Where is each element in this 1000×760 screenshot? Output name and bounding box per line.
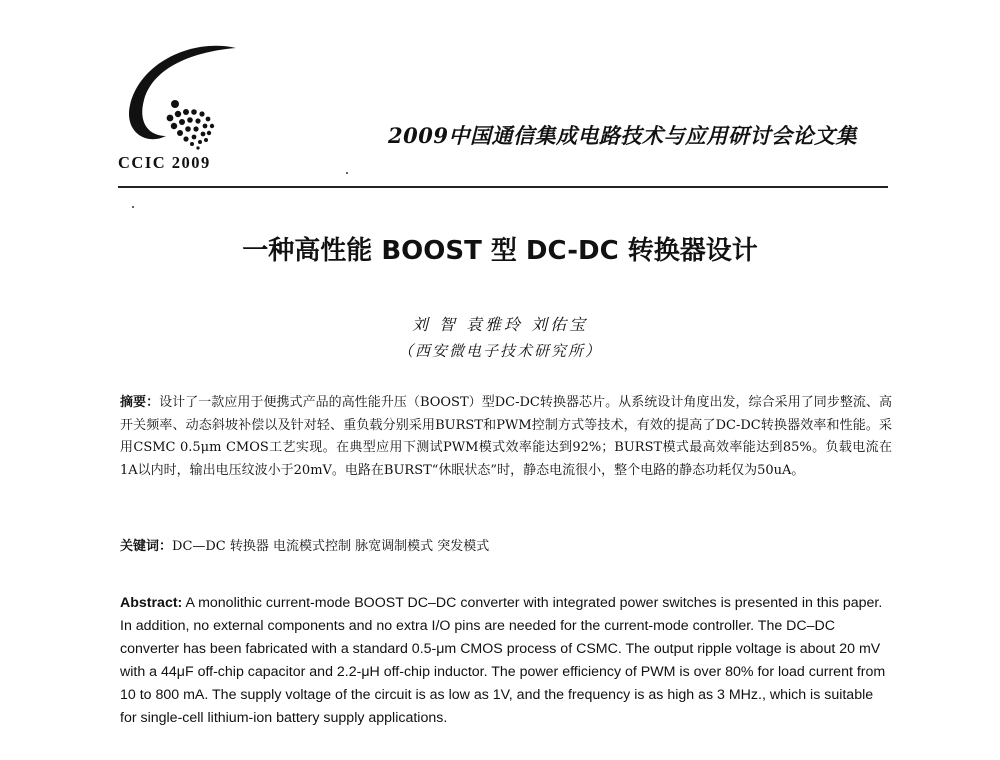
- logo-swoosh: [129, 46, 236, 139]
- chinese-abstract-text: 设计了一款应用于便携式产品的高性能升压（BOOST）型DC-DC转换器芯片。从系统设计角度出发，综合采用了同步整流、高开关频率、动态斜坡补偿以及针对轻、重负载分别采用BURST和PWM控制方式等技术，有效的提高了DC-DC转换器效率和性能。采用CSMC 0.5μm CMOS工艺实现。在典型应用下测试PWM模式效率能达到92%；BURST模式最高效率能达到85%。负载电流在1A以内时，输出电压纹波小于20mV。电路在BURST“休眠状态”时，静态电流很小，整个电路的静态功耗仅为50uA。: [120, 395, 892, 478]
- logo-text: CCIC 2009: [118, 153, 211, 172]
- paper-authors: 刘 智 袁雅玲 刘佑宝: [411, 315, 589, 334]
- proceedings-title: 2009中国通信集成电路技术与应用研讨会论文集: [388, 123, 857, 148]
- paper-affiliation: （西安微电子技术研究所）: [397, 342, 602, 360]
- english-abstract-label: Abstract:: [120, 595, 183, 611]
- header-divider: [118, 186, 888, 188]
- scan-speck: [132, 206, 134, 208]
- chinese-keywords: [120, 537, 892, 557]
- english-abstract-text: A monolithic current-mode BOOST DC–DC converter with integrated power switches is presented in this paper. In addition, no external components and no extra I/O pins are needed for the current-mode controller. The DC–DC converter has been fabricated with a standard 0.5-μm CMOS process of CSMC. The output ripple voltage is about 20 mV with a 44μF off-chip capacitor and 2.2-μH off-chip inductor. The power efficiency of PWM is over 80% for load current from 10 to 800 mA. The supply voltage of the circuit is as low as 1V, and the frequency is as high as 3 MHz., which is suitable for single-cell lithium-ion battery supply applications.: [120, 595, 886, 726]
- chinese-abstract: [120, 392, 892, 482]
- paper-title: 一种高性能 BOOST 型 DC-DC 转换器设计: [242, 236, 758, 266]
- english-abstract: [120, 592, 892, 730]
- chinese-abstract-label: 摘要：: [120, 395, 160, 410]
- chinese-keywords-label: 关键词：: [120, 539, 173, 554]
- chinese-keywords-text: DC—DC 转换器 电流模式控制 脉宽调制模式 突发模式: [172, 539, 490, 554]
- logo-dotted-globe: [167, 109, 215, 150]
- logo-center-dot: [171, 100, 179, 108]
- ccic-logo-icon: [118, 40, 248, 160]
- scan-speck: [346, 172, 348, 174]
